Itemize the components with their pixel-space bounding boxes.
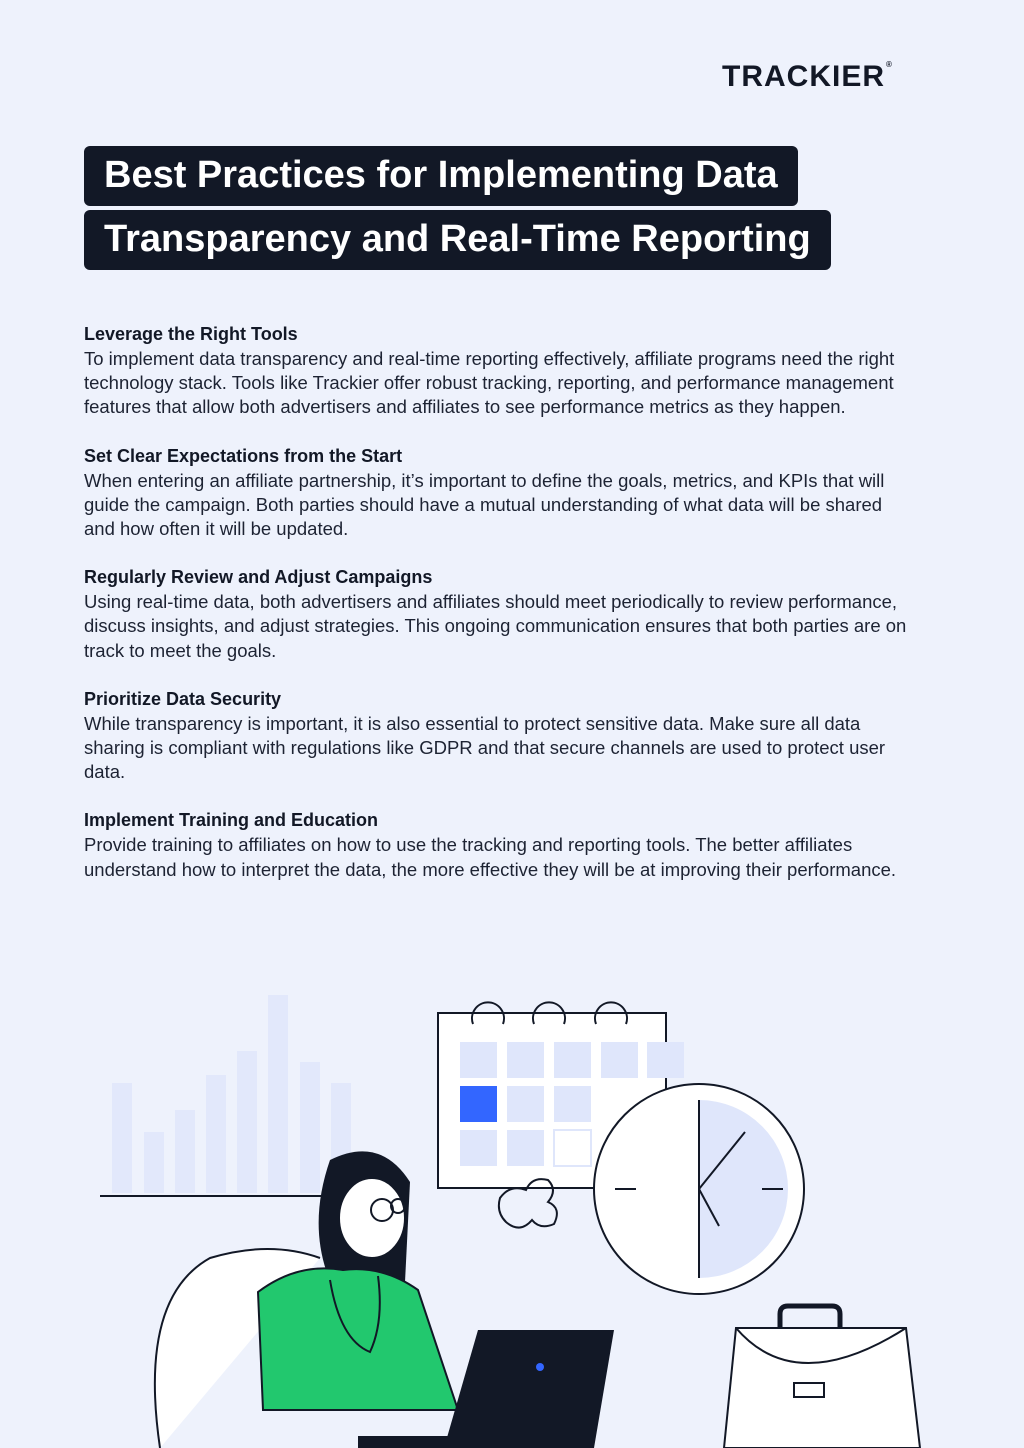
section-clear-expectations [84,444,914,542]
bar [206,1075,226,1193]
bar [144,1132,164,1193]
bar [237,1051,257,1193]
section-body: While transparency is important, it is also essential to protect sensitive data. Make sure all data sharing is compliant with regulations like GDPR and that secure channels are used to protect user data. [84,712,886,783]
clock-icon [594,1084,804,1294]
section-review-campaigns [84,565,914,663]
section-heading: Set Clear Expectations from the Start [84,445,403,466]
page-title [84,146,831,270]
title-line-1: Best Practices for Implementing Data [84,146,798,206]
illustration [0,960,1024,1448]
practices-list [84,322,914,906]
section-training [84,808,914,881]
section-body: When entering an affiliate partnership, it’s important to define the goals, metrics, and KPIs that will guide the campaign. Both parties should have a mutual understanding of what data will be shared and how often it will be updated. [84,469,885,540]
section-leverage-tools [84,322,914,420]
bar [175,1110,195,1193]
section-body: Using real-time data, both advertisers and affiliates should meet periodically to review performance, discuss insights, and adjust strategies. This ongoing communication ensures that both parties are on track to meet the goals. [84,591,907,661]
section-heading: Prioritize Data Security [84,688,282,709]
section-heading: Leverage the Right Tools [84,324,298,344]
trackier-logo [722,60,893,94]
section-heading: Regularly Review and Adjust Campaigns [84,567,433,588]
background-bar-chart [112,995,351,1193]
section-data-security [84,687,914,785]
section-body: To implement data transparency and real-time reporting effectively, affiliate programs need the right technology stack. Tools like Trackier offer robust tracking, reporting, and performance management features that allow both advertisers and affiliates to see performance metrics as they happen. [84,348,895,418]
section-body: Provide training to affiliates on how to use the tracking and reporting tools. The better affiliates understand how to interpret the data, the more effective they will be at improving their performance. [84,834,897,880]
bar [268,995,288,1193]
bar [112,1083,132,1193]
briefcase-icon [724,1306,920,1448]
title-line-2: Transparency and Real-Time Reporting [84,210,831,270]
logo-text: TRACKIER [722,60,885,93]
bar [300,1062,320,1193]
section-heading: Implement Training and Education [84,810,379,831]
registered-mark: ® [886,60,893,69]
